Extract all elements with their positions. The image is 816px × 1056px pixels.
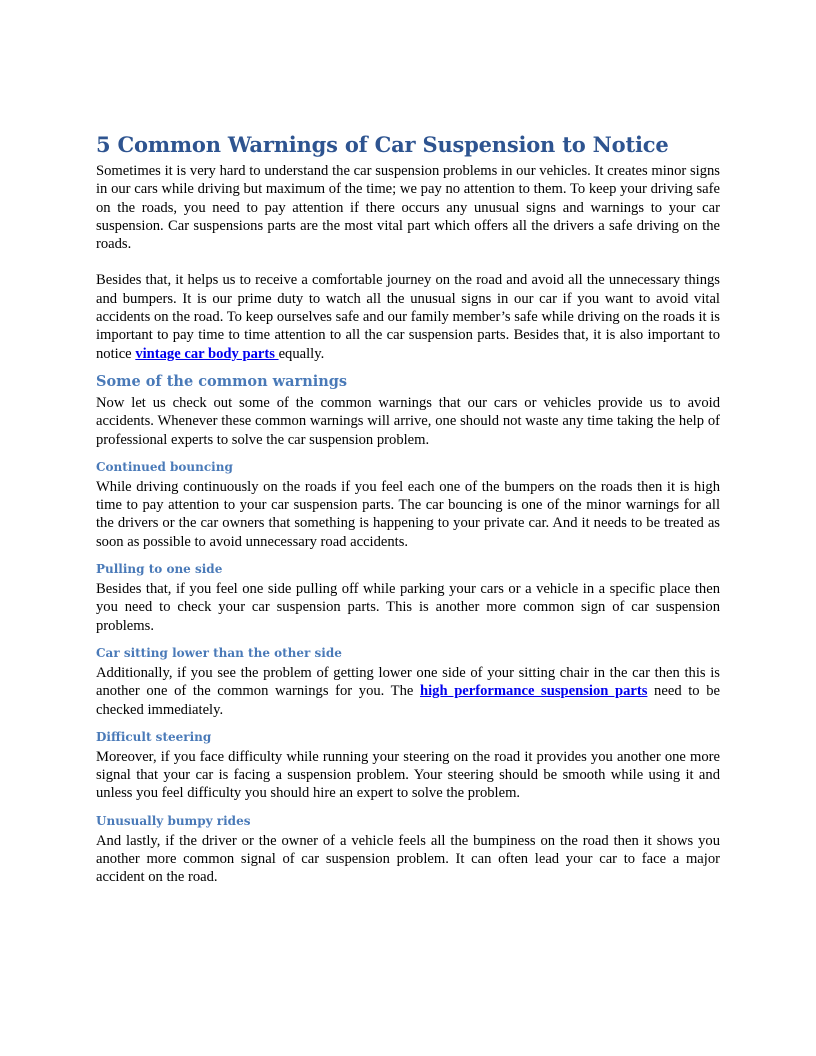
difficult-steering-heading: Difficult steering bbox=[96, 729, 212, 744]
bumpy-rides-text: And lastly, if the driver or the owner of a vehicle feels all the bumpiness on the road then it shows you another more common signal of car suspension problem. It can often lead your car to face a major accident on the road. bbox=[96, 832, 720, 886]
vintage-car-body-parts-link[interactable]: vintage car body parts bbox=[135, 345, 279, 362]
intro-paragraph-2 bbox=[96, 271, 720, 362]
intro-p2-text: Besides that, it helps us to receive a comfortable journey on the road and avoid all the unnecessary things and bumpers. It is our prime duty to watch all the unusual signs in our car if you want to avoid vital accidents on the road. To keep ourselves safe and our family member’s safe while driving on the roads it is important to pay time to time attention to all the car suspension parts. Besides that, it is also important to notice bbox=[96, 272, 720, 362]
car-sitting-lower-text bbox=[96, 664, 720, 719]
common-warnings-text: Now let us check out some of the common warnings that our cars or vehicles provide us to avoid accidents. Whenever these common warnings will arrive, one should not waste any time taking the help of professional experts to solve the car suspension problem. bbox=[96, 394, 720, 448]
intro-paragraph-1: Sometimes it is very hard to understand the car suspension problems in our vehicles. It creates minor signs in our cars while driving but maximum of the time; we pay no attention to them. To keep your driving safe on the roads, you need to pay attention if there occurs any unusual signs and warnings to your car suspension. Car suspensions parts are the most vital part which offers all the drivers a safe driving on the roads. bbox=[96, 163, 720, 253]
page-title: 5 Common Warnings of Car Suspension to Notice bbox=[96, 132, 669, 157]
continued-bouncing-text: While driving continuously on the roads if you feel each one of the bumpers on the roads then it is high time to pay attention to your car suspension parts. The car bouncing is one of the minor warnings for all the drivers or the car owners that something is happening to your private car. And it needs to be treated as soon as possible to avoid unnecessary road accidents. bbox=[96, 478, 720, 550]
intro-p2-end: equally. bbox=[278, 345, 325, 362]
car-sitting-lower-heading: Car sitting lower than the other side bbox=[96, 645, 342, 660]
continued-bouncing-heading: Continued bouncing bbox=[96, 459, 233, 474]
high-performance-suspension-parts-link[interactable]: high performance suspension parts bbox=[419, 683, 648, 700]
common-warnings-heading: Some of the common warnings bbox=[96, 372, 348, 390]
pulling-one-side-heading: Pulling to one side bbox=[96, 562, 223, 577]
sitting-text-start: Additionally, if you see the problem of getting lower one side of your sitting chair in the car then this is another one of the common warnings for you. The bbox=[96, 664, 720, 700]
bumpy-rides-heading: Unusually bumpy rides bbox=[96, 813, 251, 828]
difficult-steering-text: Moreover, if you face difficulty while running your steering on the road it provides you another one more signal that your car is facing a suspension problem. Your steering should be smooth while using it and unless you feel difficulty you should hire an expert to solve the problem. bbox=[96, 748, 720, 802]
pulling-one-side-text: Besides that, if you feel one side pulling off while parking your cars or a vehicle in a specific place then you need to check your car suspension parts. This is another more common sign of car suspension problems. bbox=[96, 581, 720, 634]
sitting-text-end: need to be checked immediately. bbox=[96, 683, 720, 718]
